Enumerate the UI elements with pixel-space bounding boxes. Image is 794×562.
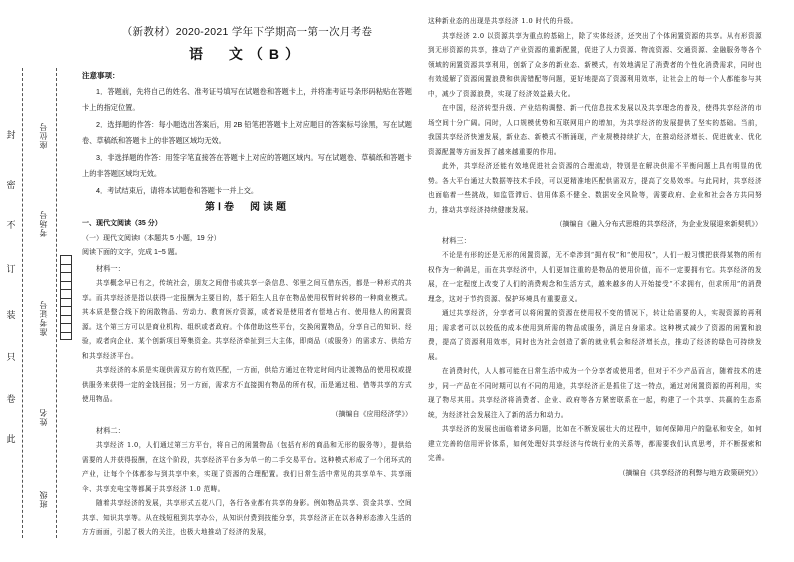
- seat-number-field: 座位号: [39, 122, 48, 149]
- reading-instruction: 阅读下面的文字，完成 1~5 题。: [82, 248, 182, 256]
- material-paragraph: 随着共享经济的发展，共享形式五花八门，各行各业都有共享的身影。例如物品共享、资金共享、空间共享、知识共享等。从在线短租到共享办公，从知识付费到技能分享，共享经济正在以各种形态渗入生活的方方面面，引起了极大的关注，也极大地推动了经济的发展，: [82, 499, 412, 537]
- notice-heading: 注意事项：: [82, 71, 120, 81]
- seal-char: 卷: [6, 395, 16, 405]
- material-paragraph: 通过共享经济，分享者可以将闲置的资源在使用权不变的情况下，转让给需要的人，实现资源的再利用；需求者可以以较低的成本使用到所需的物品或服务，满足自身需求。这种模式减少了资源的闲置和浪费，提高了资源利用效率，同时也为社会创造了新的就业机会和经济增长点，推动了经济的绿色可持续发展。: [428, 309, 762, 361]
- seal-char: 只: [6, 353, 16, 363]
- seal-char: 封: [6, 131, 16, 141]
- material-heading: 材料二：: [96, 425, 125, 435]
- subject-title: 语 文（B）: [188, 46, 306, 63]
- left-column: [82, 0, 412, 540]
- notice-item: 3．非选择题的作答：用签字笔直接答在答题卡上对应的答题区域内。写在试题卷、草稿纸和答题卡上的非答题区域均无效。: [82, 152, 412, 179]
- ticket-number-field: 准考证号: [39, 300, 48, 336]
- name-field: 姓名: [39, 408, 48, 426]
- source-citation: （摘编自《共享经济的利弊与地方政策研究》）: [618, 469, 762, 477]
- binding-line-inner: [56, 68, 57, 538]
- binding-line-outer: [22, 68, 23, 538]
- seal-char: 装: [6, 311, 16, 321]
- class-field: 班级: [39, 490, 48, 508]
- seal-char: 订: [6, 265, 16, 275]
- material-paragraph: 这种新业态的出现是共享经济 1.0 时代的升级。: [428, 17, 578, 25]
- exam-room-field: 考场号: [39, 210, 48, 237]
- seal-char: 此: [6, 435, 16, 445]
- material-paragraph: 共享经济的发展也面临着诸多问题，比如在不断发展壮大的过程中，如何保障用户的隐私和安全，如何建立完善的信用评价体系，如何处理好共享经济与传统行业的关系等，都需要我们认真思考，并不断探索和完善。: [428, 425, 762, 463]
- material-paragraph: 在消费时代，人人都可能在日常生活中成为一个分享者或使用者，但对于不少产品而言，随着技术的进步，同一产品在不同时期可以有不同的用途，共享经济正是抓住了这一特点，通过对闲置资源的再利用，实现了物尽其用。共享经济将消费者、企业、政府等各方紧密联系在一起，构建了一个共享、共赢的生态系统，为经济社会发展注入了新的活力和动力。: [428, 367, 762, 419]
- material-heading: 材料一：: [96, 263, 125, 273]
- right-column: [428, 14, 762, 481]
- material-paragraph: 共享概念早已有之，传统社会，朋友之间借书或共享一条信息、邻里之间互借东西，都是一种形式的共享。而共享经济是指以获得一定报酬为主要目的，基于陌生人且存在物品使用权暂时转移的一种商业模式。其本质是整合线下的闲散物品、劳动力、教育医疗资源，或者说是使用者有偿地占有、使用他人的闲置资源。这个第三方可以是商业机构、组织或者政府。个体借助这些平台，交换闲置物品，分享自己的知识、经验，或者向企业、某个创新项目筹集资金。共享经济牵扯到三大主体，即商品（或服务）的需求方、供给方和共享经济平台。: [82, 279, 412, 360]
- ticket-number-boxes: [60, 255, 72, 340]
- binding-margin: [0, 0, 80, 562]
- material-paragraph: 共享经济的本质是实现供需双方的有效匹配，一方面，供给方通过在特定时间内让渡物品的使用权或提供服务来获得一定的金钱回报；另一方面，需求方不直接拥有物品的所有权，而是通过租、借等共享的方式使用物品。: [82, 366, 412, 404]
- notice-item: 4．考试结束后，请将本试题卷和答题卡一并上交。: [96, 185, 259, 195]
- subsection-heading: （一）现代文阅读Ⅰ（本题共 5 小题，19 分）: [82, 234, 221, 242]
- material-heading: 材料三：: [442, 236, 471, 246]
- material-paragraph: 共享经济 2.0 以资源共享为重点的基础上，除了实体经济，还突出了个体闲置资源的共享。从有形资源到无形资源的共享，推动了产业资源的重新配置，促进了人力资源、物流资源、交通资源、金融服务等各个领域的闲置资源共享利用，创新了众多的新业态、新模式，有效地满足了消费者的个性化消费需求，同时也有效缓解了资源闲置浪费和供需错配等问题，更好地提高了资源利用效率，让社会上的每一个人都能参与其中，减少了资源浪费，实现了经济效益最大化。: [428, 31, 762, 98]
- material-paragraph: 共享经济 1.0，人们通过第三方平台，将自己的闲置物品（包括有形的商品和无形的服务等），提供给需要的人并获得报酬，在这个阶段，共享经济平台多为单一的二手交易平台。这种模式形成了一个闭环式的产业，让每个个体都参与到共享中来，实现了资源的合理配置。我们日常生活中常见的共享单车、共享雨伞、共享充电宝等都属于共享经济 1.0 范畴。: [82, 441, 412, 493]
- material-paragraph: 此外，共享经济还能有效地促进社会资源的合理流动，特别是在解决供需不平衡问题上具有明显的优势。各大平台通过大数据等技术手段，可以更精准地匹配供需双方，提高了交易效率。与此同时，共享经济也面临着一些挑战，如监管滞后、信用体系不健全、数据安全风险等，需要政府、企业和社会各方共同努力，推动共享经济持续健康发展。: [428, 162, 762, 214]
- source-citation: （摘编自《融入分布式思维的共享经济，为企业发展迎来新契机》）: [555, 221, 762, 228]
- material-paragraph: 不论是有形的还是无形的闲置资源，无不牵涉到“拥有权”和“使用权”，人们一般习惯把获得某物的所有权作为一种满足，而在共享经济中，人们更加注重的是物品的使用价值，而不一定要拥有它。共享经济的发展，在一定程度上改变了人们的消费观念和生活方式，越来越多的人开始接受“不求拥有，但求所用”的消费理念，这对于节约资源、保护环境具有重要意义。: [428, 251, 762, 303]
- part-title: 第Ⅰ卷 阅读题: [205, 202, 289, 214]
- seal-char: 密: [6, 181, 16, 191]
- notice-item: 1．答题前，先将自己的姓名、准考证号填写在试题卷和答题卡上，并将准考证号条形码粘贴在答题卡上的指定位置。: [82, 86, 412, 113]
- notice-item: 2．选择题的作答：每小题选出答案后，用 2B 铅笔把答题卡上对应题目的答案标号涂黑，写在试题卷、草稿纸和答题卡上的非答题区域均无效。: [82, 119, 412, 146]
- section-heading: 一、现代文阅读（35 分）: [82, 220, 162, 228]
- material-paragraph: 在中国，经济转型升级、产业结构调整、新一代信息技术发展以及共享理念的普及，使得共享经济的市场空间十分广阔。同时，人口规模优势和互联网用户的增加，为共享经济的发展提供了坚实的基础。当前，我国共享经济快速发展，新业态、新模式不断涌现，产业规模持续扩大，在推动经济增长、促进就业、优化资源配置等方面发挥了越来越重要的作用。: [428, 104, 762, 156]
- exam-title: （新教材）2020-2021 学年下学期高一第一次月考卷: [121, 26, 373, 38]
- source-citation: （摘编自《应用经济学》）: [331, 410, 412, 418]
- seal-char: 不: [6, 221, 16, 231]
